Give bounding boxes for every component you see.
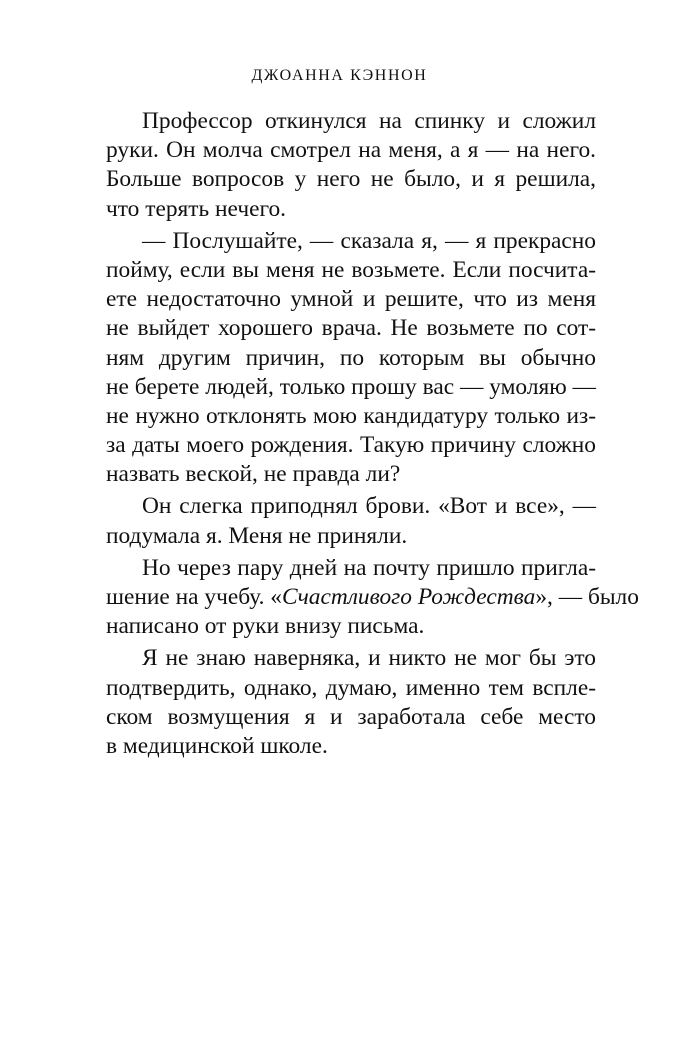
text-line: что терять нечего. [106,195,287,222]
text-line: не нужно отклонять мою кандидатуру только из- [106,402,596,429]
text-line: пойму, если вы меня не возьмете. Если посчита- [106,256,596,283]
text-line: не берете людей, только прошу вас — умоляю — [106,373,596,400]
text-line: за даты моего рождения. Такую причину сложно [106,432,596,459]
paragraph [106,107,596,224]
text-line: ете недостаточно умной и решите, что из меня [106,286,596,313]
text-line: Больше вопросов у него не было, и я решила, [106,166,596,193]
text-line: Профессор откинулся на спинку и сложил [142,108,596,134]
running-head: ДЖОАННА КЭННОН [251,67,428,84]
text-line: ском возмущения я и заработала себе место [106,703,596,730]
paragraph [106,492,596,550]
paragraph [106,554,639,642]
text-line: в медицинской школе. [106,732,328,759]
body-text [106,107,639,761]
paragraph [106,644,596,761]
paragraph [106,227,596,490]
text-line: Я не знаю наверняка, и никто не мог бы это [142,645,596,672]
text-line: назвать веской, не правда ли? [106,461,401,488]
italic-text: Счастливого Рождества [282,584,536,610]
text-segment: шение на учебу. « [106,584,282,610]
text-line: подтвердить, однако, думаю, именно тем вспле- [106,674,596,701]
text-line: Но через пару дней на почту пришло пригла- [142,554,596,581]
text-line-with-italic [106,583,639,612]
text-line: написано от руки внизу письма. [106,613,425,640]
text-line: подумала я. Меня не приняли. [106,522,408,549]
text-line: — Послушайте, — сказала я, — я прекрасно [142,227,596,254]
text-line: ням другим причин, по которым вы обычно [106,344,596,371]
text-segment: », — было [535,584,639,610]
text-line: руки. Он молча смотрел на меня, а я — на него. [106,137,596,164]
text-line: Он слегка приподнял брови. «Вот и все», — [142,493,596,520]
text-line: не выйдет хорошего врача. Не возьмете по сот- [106,315,596,342]
